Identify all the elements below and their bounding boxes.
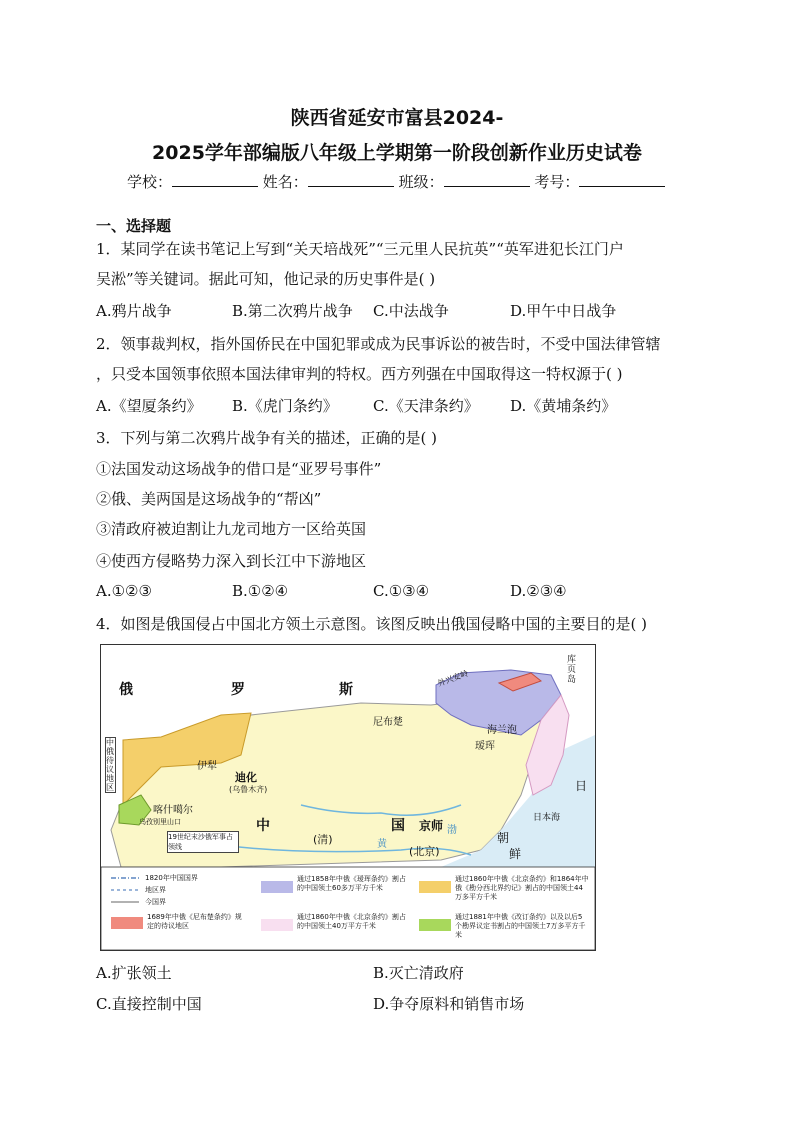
legend-text-pending: 1689年中俄《尼布楚条约》规定的待议地区 [147,913,242,930]
legend-text-1820: 1820年中国国界 [145,874,198,882]
number-blank[interactable] [579,172,665,187]
map-label-huang: 黄 [377,839,387,850]
school-blank[interactable] [172,172,258,187]
legend-text-pamir: 通过1881年中俄《改订条约》以及以后5个勘界议定书割占的中国领土7万多平方千米 [455,913,586,939]
map-label-dihua: 迪化 [235,771,257,784]
section-title: 一、选择题 [96,217,172,235]
exam-title-line1: 陕西省延安市富县2024- [290,107,504,129]
russia-invasion-map [100,644,596,951]
student-info-row [127,171,665,192]
map-label-qing: (清) [313,833,333,846]
map-label-haishenwai: 海兰泡 [487,725,517,736]
map-label-bohai: 渤 [447,825,457,836]
q1-option-c[interactable]: C.中法战争 [373,302,449,320]
q3-item-3: ③清政府被迫割让九龙司地方一区给英国 [96,520,367,538]
legend-text-beijing: 通过1860年中俄《北京条约》割占的中国领土40万平方千米 [297,913,406,930]
legend-swatch-aihui [261,881,293,893]
map-label-kashgar: 喀什噶尔 [153,805,193,816]
q3-item-4: ④使西方侵略势力深入到长江中下游地区 [96,552,367,570]
q4-option-c[interactable]: C.直接控制中国 [96,995,202,1013]
map-label-japan-sea: 日本海 [533,813,561,823]
legend-swatch-northwest [419,881,451,893]
q1-option-a[interactable]: A.鸦片战争 [96,302,172,320]
q3-option-d[interactable]: D.②③④ [510,582,567,600]
map-label-russia-2: 罗 [231,682,245,698]
legend-text-region: 地区界 [145,886,166,894]
legend-swatch-pamir [419,919,451,931]
map-label-xinganling: 外兴安岭 [436,668,470,689]
map-label-yili: 伊犁 [197,761,217,772]
exam-title-line2: 2025学年部编版八年级上学期第一阶段创新作业历史试卷 [152,142,642,164]
map-label-china-2: 国 [391,818,405,834]
map-label-korea-2: 鲜 [509,847,522,861]
legend-swatch-pending [111,917,143,929]
q2-stem-line1: 2．领事裁判权，指外国侨民在中国犯罪或成为民事诉讼的被告时，不受中国法律管辖 [96,335,661,353]
q1-stem-line2: 吴淞”等关键词。据此可知，他记录的历史事件是( ) [96,270,436,288]
q4-option-d[interactable]: D.争夺原料和销售市场 [373,995,525,1013]
legend-swatch-beijing [261,919,293,931]
class-blank[interactable] [444,172,530,187]
map-label-aihui: 瑷珲 [475,741,495,752]
q2-option-d[interactable]: D.《黄埔条约》 [510,397,617,415]
q3-option-c[interactable]: C.①③④ [373,582,430,600]
q3-item-1: ①法国发动这场战争的借口是“亚罗号事件” [96,460,382,478]
q1-stem-line1: 1．某同学在读书笔记上写到“关天培战死”“三元里人民抗英”“英军进犯长江门户 [96,240,624,258]
legend-text-aihui: 通过1858年中俄《瑷珲条约》割占的中国领土60多万平方千米 [297,875,406,892]
q1-option-d[interactable]: D.甲午中日战争 [510,302,617,320]
map-label-dihua-sub: (乌鲁木齐) [229,785,268,794]
legend-text-today: 今国界 [145,898,166,906]
map-label-russia-1: 俄 [119,682,133,698]
map-label-china-1: 中 [256,818,270,834]
map-label-sakhalin: 库页岛 [567,655,577,685]
map-label-pass: 乌孜别里山口 [139,818,181,826]
q4-option-b[interactable]: B.灭亡清政府 [373,964,464,982]
q2-option-c[interactable]: C.《天津条约》 [373,397,479,415]
legend-text-northwest: 通过1860年中俄《北京条约》和1864年中俄《勘分西北界约记》割占的中国领土44万多平方千米 [455,875,589,901]
school-label: 学校： [127,173,173,191]
q2-option-b[interactable]: B.《虎门条约》 [232,397,338,415]
q2-option-a[interactable]: A.《望厦条约》 [96,397,202,415]
name-label: 姓名： [262,173,308,191]
map-label-korea-1: 朝 [497,831,510,845]
map-label-beijing-sub: (北京) [409,845,440,858]
map-label-russia-3: 斯 [339,682,353,698]
q4-option-a[interactable]: A.扩张领土 [96,964,172,982]
q3-option-b[interactable]: B.①②④ [232,582,289,600]
q2-stem-line2: ，只受本国领事依照本国法律审判的特权。西方列强在中国取得这一特权源于( ) [96,365,623,383]
number-label: 考号： [534,173,580,191]
map-label-japan: 日 [575,779,588,793]
name-blank[interactable] [308,172,394,187]
map-label-nerchinsk: 尼布楚 [373,717,403,728]
map-label-pending-region: 中俄待议地区 [106,738,114,792]
map-label-pamir-note: 19世纪末沙俄军事占领线 [167,831,239,853]
map-label-beijing: 京师 [419,819,444,833]
q1-option-b[interactable]: B.第二次鸦片战争 [232,302,353,320]
q3-option-a[interactable]: A.①②③ [96,582,152,600]
q3-item-2: ②俄、美两国是这场战争的“帮凶” [96,490,322,508]
class-label: 班级： [398,173,444,191]
q3-stem: 3．下列与第二次鸦片战争有关的描述，正确的是( ) [96,429,438,447]
q4-stem: 4．如图是俄国侵占中国北方领土示意图。该图反映出俄国侵略中国的主要目的是( ) [96,615,648,633]
